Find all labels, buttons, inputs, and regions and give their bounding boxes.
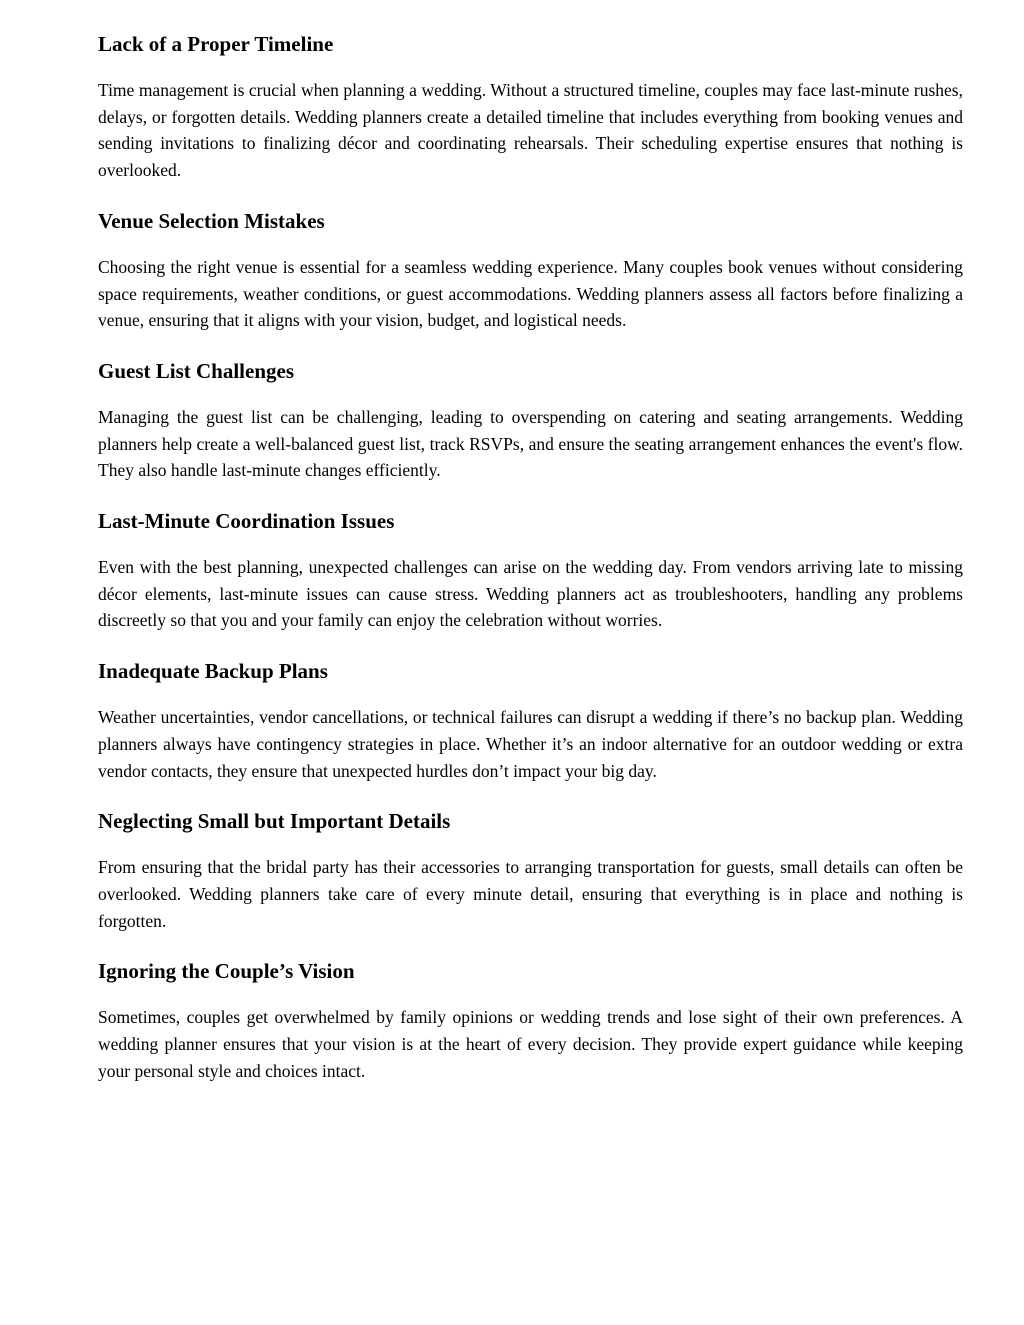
section-paragraph: Weather uncertainties, vendor cancellations, or technical failures can disrupt a wedding if there’s no backup plan. Wedding planners always have contingency strategies in place. Whether it’s an indoor alternative for an outdoor wedding or extra vendor contacts, they ensure that unexpected hurdles don’t impact your big day.: [98, 707, 963, 781]
section-heading: Neglecting Small but Important Details: [98, 809, 451, 834]
section-paragraph: Even with the best planning, unexpected challenges can arise on the wedding day. From vendors arriving late to missing décor elements, last-minute issues can cause stress. Wedding planners act as troubleshooters, handling any problems discreetly so that you and your family can enjoy the celebration without worries.: [98, 557, 963, 631]
section-paragraph: Managing the guest list can be challenging, leading to overspending on catering and seating arrangements. Wedding planners help create a well-balanced guest list, track RSVPs, and ensure the seating arrangement enhances the event's flow. They also handle last-minute changes efficiently.: [98, 406, 963, 481]
section-timeline: [98, 28, 963, 184]
document-page: [98, 28, 963, 1105]
section-venue: [98, 205, 963, 334]
section-paragraph: Sometimes, couples get overwhelmed by family opinions or wedding trends and lose sight of their own preferences. A wedding planner ensures that your vision is at the heart of every decision. They provide expert guidance while keeping your personal style and choices intact.: [98, 1007, 963, 1081]
section-heading: Inadequate Backup Plans: [98, 659, 328, 684]
section-paragraph: Choosing the right venue is essential for a seamless wedding experience. Many couples book venues without considering space requirements, weather conditions, or guest accommodations. Wedding planners assess all factors before finalizing a venue, ensuring that it aligns with your vision, budget, and logistical needs.: [98, 256, 963, 331]
section-couples-vision: [98, 955, 963, 1084]
section-heading: Ignoring the Couple’s Vision: [98, 959, 355, 984]
section-paragraph: Time management is crucial when planning a wedding. Without a structured timeline, couples may face last-minute rushes, delays, or forgotten details. Wedding planners create a detailed timeline that includes everything from booking venues and sending invitations to finalizing décor and coordinating rehearsals. Their scheduling expertise ensures that nothing is overlooked.: [98, 80, 963, 181]
section-heading: Guest List Challenges: [98, 358, 295, 383]
section-small-details: [98, 805, 963, 934]
section-coordination: [98, 505, 963, 634]
section-guest-list: [98, 355, 963, 484]
section-heading: Last-Minute Coordination Issues: [98, 509, 395, 534]
section-heading: Venue Selection Mistakes: [98, 208, 325, 233]
section-paragraph: From ensuring that the bridal party has their accessories to arranging transportation for guests, small details can often be overlooked. Wedding planners take care of every minute detail, ensuring that everything is in place and nothing is forgotten.: [98, 857, 963, 931]
section-backup-plans: [98, 655, 963, 784]
section-heading: Lack of a Proper Timeline: [98, 32, 334, 56]
